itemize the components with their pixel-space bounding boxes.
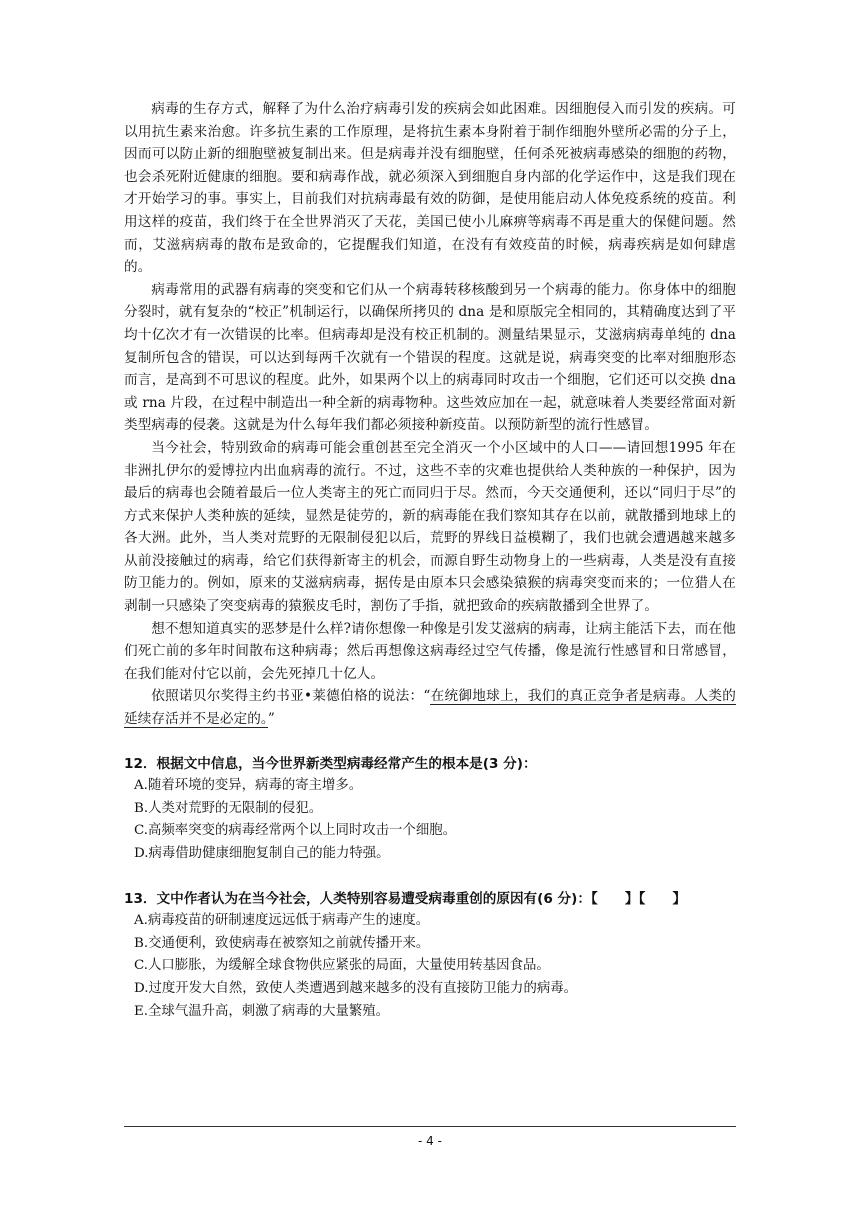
question-12-option-c: C.高频率突变的病毒经常两个以上同时攻击一个细胞。 — [134, 823, 457, 839]
question-13-option-b: B.交通便利，致使病毒在被察知之前就传播开来。 — [134, 935, 430, 951]
question-12-option-a: A.随着环境的变异，病毒的寄主增多。 — [134, 778, 363, 794]
passage-paragraph-3: 当今社会，特别致命的病毒可能会重创甚至完全消灭一个小区域中的人口——请回想1995 年在非洲扎伊尔的爱博拉内出血病毒的流行。不过，这些不幸的灾难也提供给人类种族的一种保护，因为最后的病毒也会随着最后一位人类寄主的死亡而同归于尽。然而，今天交通便利，还以“同归于尽”的方式来保护人类种族的延续，显然是徒劳的，新的病毒能在我们察知其存在以前，就散播到地球上的各大洲。此外，当人类对荒野的无限制侵犯以后，荒野的界线日益模糊了，我们也就会遭遇越来越多从前没接触过的病毒，给它们获得新寄主的机会，而源自野生动物身上的一些病毒，人类是没有直接防卫能力的。例如，原来的艾滋病病毒，据传是由原本只会感染猿猴的病毒突变而来的；一位猎人在剥制一只感染了突变病毒的猿猴皮毛时，割伤了手指，就把致命的疾病散播到全世界了。 — [124, 439, 736, 615]
question-13-option-a: A.病毒疫苗的研制速度远远低于病毒产生的速度。 — [134, 913, 430, 929]
quote-underlined: 在统御地球上，我们的真正竞争者是病毒。人类的延续存活并不是必定的。 — [124, 688, 736, 728]
quote-lead: 依照诺贝尔奖得主约书亚•莱德伯格的说法：“ — [151, 688, 431, 705]
quote-tail: ” — [267, 711, 275, 728]
question-13-option-c: C.人口膨胀，为缓解全球食物供应紧张的局面，大量使用转基因食品。 — [134, 958, 550, 974]
question-title — [124, 888, 736, 911]
page-number: - 4 - — [418, 1134, 442, 1148]
question-13 — [124, 888, 736, 1024]
passage-paragraph-1: 病毒的生存方式，解释了为什么治疗病毒引发的疾病会如此困难。因细胞侵入而引发的疾病。可以用抗生素来治愈。许多抗生素的工作原理，是将抗生素本身附着于制作细胞外壁所必需的分子上，因而可以防止新的细胞壁被复制出来。但是病毒并没有细胞壁，任何杀死被病毒感染的细胞的药物，也会杀死附近健康的细胞。要和病毒作战，就必须深入到细胞自身内部的化学运作中，这是我们现在才开始学习的事。事实上，目前我们对抗病毒最有效的防御，是使用能启动人体免疫系统的疫苗。利用这样的疫苗，我们终于在全世界消灭了天花，美国已使小儿麻痹等病毒不再是重大的保健问题。然而，艾滋病病毒的散布是致命的，它提醒我们知道，在没有有效疫苗的时候，病毒疾病是如何肆虐的。 — [124, 101, 736, 276]
question-13-option-d: D.过度开发大自然，致使人类遭遇到越来越多的没有直接防卫能力的病毒。 — [134, 980, 578, 996]
question-12 — [124, 753, 736, 866]
question-13-title: 13．文中作者认为在当今社会，人类特别容易遭受病毒重创的原因有(6 分)： — [124, 890, 591, 907]
question-title — [124, 753, 736, 776]
question-12-option-d: D.病毒借助健康细胞复制自己的能力特强。 — [134, 846, 390, 861]
question-13-option-e: E.全球气温升高，刺激了病毒的大量繁殖。 — [134, 1003, 390, 1019]
question-12-title: 12．根据文中信息，当今世界新类型病毒经常产生的根本是(3 分)： — [124, 755, 537, 772]
question-12-option-b: B.人类对荒野的无限制的侵犯。 — [134, 800, 323, 816]
passage-paragraph-4: 想不想知道真实的恶梦是什么样?请你想像一种像是引发艾滋病的病毒，让病主能活下去，而在他们死亡前的多年时间散布这种病毒；然后再想像这病毒经过空气传播，像是流行性感冒和日常感冒，在我们能对付它以前，会先死掉几十亿人。 — [124, 620, 736, 682]
passage-paragraph-5 — [124, 685, 736, 730]
passage-body — [124, 98, 736, 1023]
passage-paragraph-2: 病毒常用的武器有病毒的突变和它们从一个病毒转移核酸到另一个病毒的能力。你身体中的细胞分裂时，就有复杂的“校正”机制运行，以确保所拷贝的 dna 是和原版完全相同的，其精确度达到了平均十亿次才有一次错误的比率。但病毒却是没有校正机制的。测量结果显示，艾滋病病毒单纯的 dna 复制所包含的错误，可以达到每两千次就有一个错误的程度。这就是说，病毒突变的比率对细胞形态而言，是高到不可思议的程度。此外，如果两个以上的病毒同时攻击一个细胞，它们还可以交换 dna 或 rna 片段，在过程中制造出一种全新的病毒物种。这些效应加在一起，就意味着人类要经常面对新类型病毒的侵袭。这就是为什么每年我们都必须接种新疫苗。以预防新型的流行性感冒。 — [124, 281, 736, 434]
footer-divider — [124, 1126, 736, 1127]
answer-bracket[interactable]: 【 】【 】 — [590, 890, 687, 907]
